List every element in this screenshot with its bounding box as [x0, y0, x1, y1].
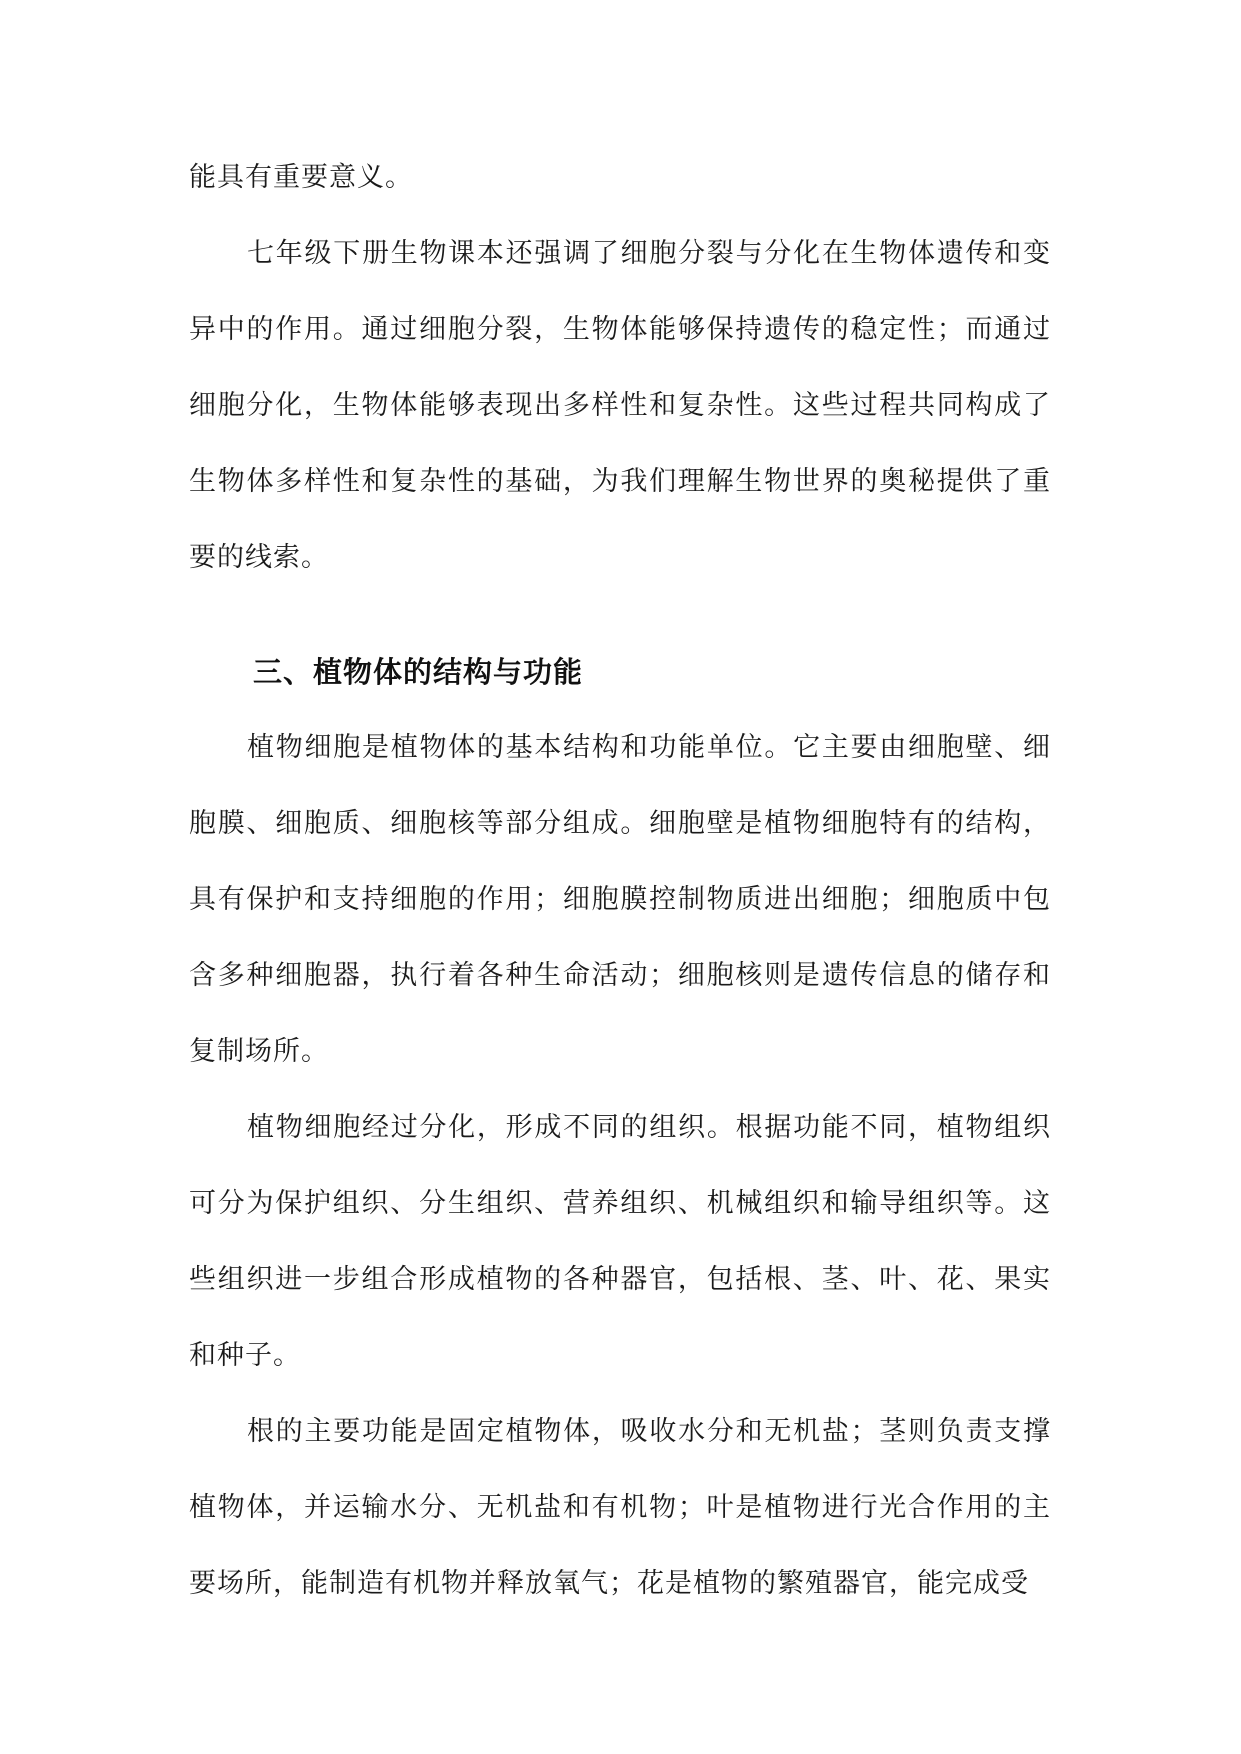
document-body: [189, 140, 1051, 1622]
paragraph-plant-tissue: 植物细胞经过分化，形成不同的组织。根据功能不同，植物组织可分为保护组织、分生组织、营养组织、机械组织和输导组织等。这些组织进一步组合形成植物的各种器官，包括根、茎、叶、花、果实和种子。: [189, 1112, 1051, 1371]
section-heading: 三、植物体的结构与功能: [253, 655, 584, 689]
paragraph-plant-cell: 植物细胞是植物体的基本结构和功能单位。它主要由细胞壁、细胞膜、细胞质、细胞核等部分组成。细胞壁是植物细胞特有的结构，具有保护和支持细胞的作用；细胞膜控制物质进出细胞；细胞质中包含多种细胞器，执行着各种生命活动；细胞核则是遗传信息的储存和复制场所。: [189, 732, 1051, 1067]
paragraph-plant-organs: 根的主要功能是固定植物体，吸收水分和无机盐；茎则负责支撑植物体，并运输水分、无机盐和有机物；叶是植物进行光合作用的主要场所，能制造有机物并释放氧气；花是植物的繁殖器官，能完成受: [189, 1416, 1051, 1599]
paragraph-cell-division: 七年级下册生物课本还强调了细胞分裂与分化在生物体遗传和变异中的作用。通过细胞分裂，生物体能够保持遗传的稳定性；而通过细胞分化，生物体能够表现出多样性和复杂性。这些过程共同构成了生物体多样性和复杂性的基础，为我们理解生物世界的奥秘提供了重要的线索。: [189, 238, 1051, 573]
paragraph-continuation: 能具有重要意义。: [189, 162, 413, 193]
